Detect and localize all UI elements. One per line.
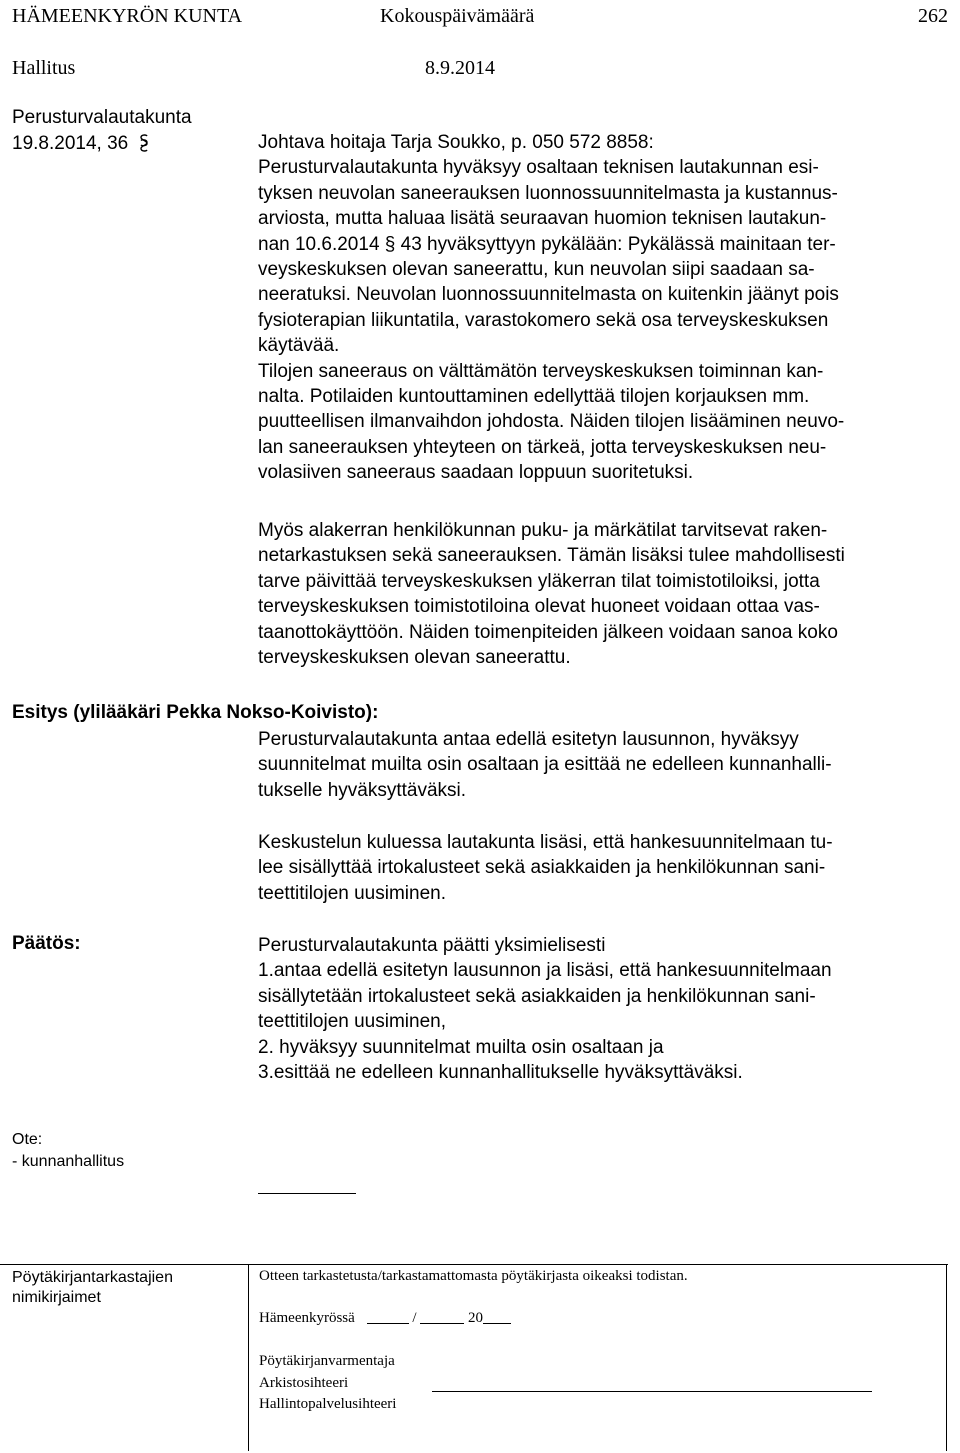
day-blank xyxy=(367,1323,409,1324)
proposal-line: suunnitelmat muilta osin osaltaan ja esittää ne edelleen kunnanhalli- xyxy=(258,754,832,776)
preparation-line: Tilojen saneeraus on välttämätön terveyskeskuksen toiminnan kan- xyxy=(258,360,824,382)
proposal-paragraph-2 xyxy=(258,830,958,906)
decision-line: teettitilojen uusiminen, xyxy=(258,1011,446,1033)
decision-paragraph xyxy=(258,933,958,1085)
proposal-paragraph xyxy=(258,727,958,803)
preparation-line: lan saneerauksen yhteyteen on tärkeä, jotta terveyskeskuksen neu- xyxy=(258,436,827,458)
preparation-line: puutteellisen ilmanvaihdon johdosta. Näiden tilojen lisääminen neuvo- xyxy=(258,411,845,433)
footer-left-line1: Pöytäkirjantarkastajien xyxy=(12,1269,173,1286)
footer-role-1: Pöytäkirjanvarmentaja xyxy=(259,1353,395,1369)
footer-role-2: Arkistosihteeri xyxy=(259,1375,349,1391)
footer-right-border xyxy=(946,1265,947,1451)
preparation-line: Myös alakerran henkilökunnan puku- ja märkätilat tarvitsevat raken- xyxy=(258,520,828,541)
decision-heading: Päätös: xyxy=(12,933,81,954)
decision-line: Perusturvalautakunta päätti yksimielisesti xyxy=(258,935,606,956)
year-blank xyxy=(483,1323,511,1324)
preparation-line: tarve päivittää terveyskeskuksen yläkerran tilat toimistotiloiksi, jotta xyxy=(258,570,820,592)
preparation-line: tyksen neuvolan saneerauksen luonnossuunnitelmasta ja kustannus- xyxy=(258,182,838,204)
preparation-line: veyskeskuksen olevan saneerattu, kun neuvolan siipi saadaan sa- xyxy=(258,259,815,281)
footer-box xyxy=(0,1264,948,1451)
preparation-paragraph xyxy=(258,130,958,486)
footer-slash: / xyxy=(412,1310,417,1326)
preparation-paragraph-2 xyxy=(258,518,958,670)
page-number: 262 xyxy=(918,5,948,27)
preparation-line: Perusturvalautakunta hyväksyy osaltaan teknisen lautakunnan esi- xyxy=(258,157,819,179)
decision-line: 1.antaa edellä esitetyn lausunnon ja lisäsi, että hankesuunnitelmaan xyxy=(258,960,832,982)
footer-role-3: Hallintopalvelusihteeri xyxy=(259,1396,397,1412)
preparation-line: terveyskeskuksen olevan saneerattu. xyxy=(258,647,571,669)
proposal-line: tukselle hyväksyttäväksi. xyxy=(258,779,467,801)
signature-line xyxy=(258,1193,356,1194)
extract-label: Ote: xyxy=(12,1131,43,1148)
preparation-line: volasiiven saneeraus saadaan loppuun suoritetuksi. xyxy=(258,462,694,484)
extract-recipient: - kunnanhallitus xyxy=(12,1153,125,1170)
proposal-line: teettitilojen uusiminen. xyxy=(258,882,446,904)
preparation-line: netarkastuksen sekä saneerauksen. Tämän lisäksi tulee mahdollisesti xyxy=(258,545,845,567)
month-blank xyxy=(420,1323,464,1324)
proposal-line: Perusturvalautakunta antaa edellä esitetyn lausunnon, hyväksyy xyxy=(258,729,799,750)
preparation-line: fysioterapian liikuntatila, varastokomero sekä osa terveyskeskuksen xyxy=(258,309,829,331)
proposal-line: Keskustelun kuluessa lautakunta lisäsi, että hankesuunnitelmaan tu- xyxy=(258,832,833,853)
prior-board-name: Perusturvalautakunta xyxy=(12,107,192,128)
prior-date-section: 19.8.2014, 36 xyxy=(12,133,129,154)
prior-reference xyxy=(12,133,150,159)
footer-left-line2: nimikirjaimet xyxy=(12,1289,101,1306)
footer-signature-line xyxy=(432,1391,872,1392)
preparation-line: käytävää. xyxy=(258,335,340,357)
footer-certify-text: Otteen tarkastetusta/tarkastamattomasta pöytäkirjasta oikeaksi todistan. xyxy=(259,1268,688,1284)
footer-place-date xyxy=(259,1310,511,1327)
preparation-line: nan 10.6.2014 § 43 hyväksyttyyn pykälään: Pykälässä mainitaan ter- xyxy=(258,233,836,255)
preparation-line: Johtava hoitaja Tarja Soukko, p. 050 572 8858: xyxy=(258,132,654,153)
preparation-line: neeratuksi. Neuvolan luonnossuunnitelmasta on kuitenkin jäänyt pois xyxy=(258,284,839,306)
document-type: Kokouspäivämäärä xyxy=(380,5,535,27)
proposal-line: lee sisällyttää irtokalusteet sekä asiakkaiden ja henkilökunnan sani- xyxy=(258,857,826,879)
meeting-body: Hallitus xyxy=(12,57,76,79)
footer-divider xyxy=(248,1265,249,1451)
proposal-heading: Esitys (ylilääkäri Pekka Nokso-Koivisto): xyxy=(12,702,379,723)
decision-line: 3.esittää ne edelleen kunnanhallitukselle hyväksyttäväksi. xyxy=(258,1062,743,1084)
decision-line: sisällytetään irtokalusteet sekä asiakkaiden ja henkilökunnan sani- xyxy=(258,985,816,1007)
municipality-name: HÄMEENKYRÖN KUNTA xyxy=(12,5,243,27)
section-sign-icon xyxy=(138,133,150,159)
decision-line: 2. hyväksyy suunnitelmat muilta osin osaltaan ja xyxy=(258,1036,664,1058)
preparation-line: taanottokäyttöön. Näiden toimenpiteiden jälkeen voidaan sanoa koko xyxy=(258,621,838,643)
preparation-line: terveyskeskuksen toimistotiloina olevat huoneet voidaan ottaa vas- xyxy=(258,596,820,618)
meeting-date: 8.9.2014 xyxy=(425,57,495,79)
preparation-line: nalta. Potilaiden kuntouttaminen edellyttää tilojen korjauksen mm. xyxy=(258,386,810,408)
footer-year: 20 xyxy=(467,1310,483,1326)
preparation-line: arviosta, mutta haluaa lisätä seuraavan huomion teknisen lautakun- xyxy=(258,208,827,230)
footer-place: Hämeenkyrössä xyxy=(259,1310,355,1326)
